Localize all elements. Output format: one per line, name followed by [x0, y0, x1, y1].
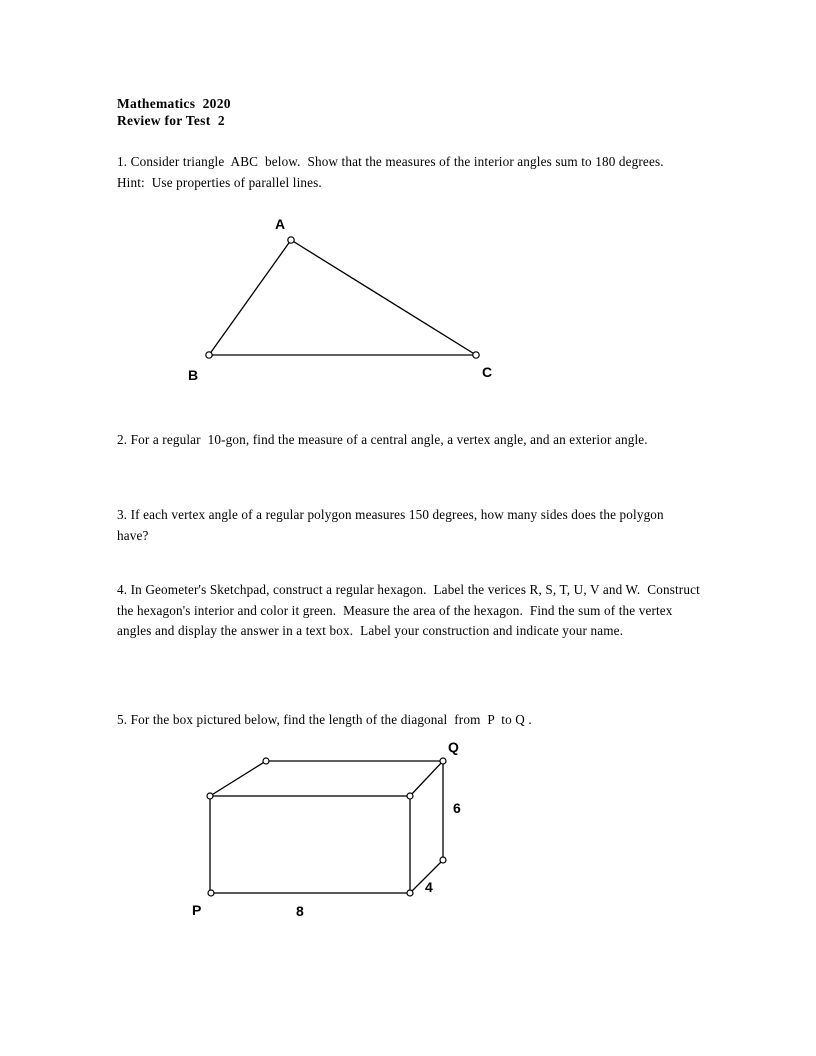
question-2-text: 2. For a regular 10-gon, find the measure of a central angle, a vertex angle, and an exterior angle. — [117, 432, 648, 447]
vertex-marker-a — [288, 237, 294, 243]
box-dimension-label-depth: 4 — [425, 879, 433, 895]
triangle-svg — [170, 205, 520, 395]
question-4-text: 4. In Geometer's Sketchpad, construct a regular hexagon. Label the verices R, S, T, U, V and W. Construct the hexagon's interior and color it green. Measure the area of the hexagon. Find the sum of the vertex angles and display the answer in a text box. Label your construction and indicate your name. — [117, 582, 704, 638]
box-edge-front-top-right-to-back-top-right — [410, 761, 443, 796]
box-corner-point-q — [440, 758, 446, 764]
triangle-vertex-label-b: B — [188, 367, 199, 383]
box-front-face — [210, 796, 410, 893]
box-corner-front-top-right — [407, 793, 413, 799]
box-point-label-q: Q — [448, 739, 459, 755]
box-corner-back-bottom-right — [440, 857, 446, 863]
question-3-text: 3. If each vertex angle of a regular polygon measures 150 degrees, how many sides does the polygon have? — [117, 507, 668, 543]
box-point-label-p: P — [192, 902, 202, 918]
box-svg — [180, 735, 490, 930]
triangle-abc-figure — [170, 205, 520, 395]
triangle-vertex-label-a: A — [275, 216, 286, 232]
box-corner-back-top-left — [263, 758, 269, 764]
box-dimension-label-width: 8 — [296, 903, 304, 919]
box-corner-front-top-left — [207, 793, 213, 799]
vertex-marker-c — [473, 352, 479, 358]
triangle-vertex-label-c: C — [482, 364, 493, 380]
box-edge-front-top-left-to-back-top-left — [210, 761, 266, 796]
box-corner-point-p — [208, 890, 214, 896]
header-line-title: Review for Test 2 — [117, 113, 225, 128]
question-1-text: 1. Consider triangle ABC below. Show that the measures of the interior angles sum to 180 degrees. Hint: Use properties of parallel lines. — [117, 154, 671, 190]
document-header — [117, 95, 231, 129]
triangle-abc-shape — [209, 240, 476, 355]
box-corner-front-bottom-right — [407, 890, 413, 896]
question-5-text: 5. For the box pictured below, find the length of the diagonal from P to Q . — [117, 712, 532, 727]
header-line-course: Mathematics 2020 — [117, 96, 231, 111]
box-dimension-label-height: 6 — [453, 800, 461, 816]
rectangular-box-figure — [180, 735, 490, 930]
vertex-marker-b — [206, 352, 212, 358]
